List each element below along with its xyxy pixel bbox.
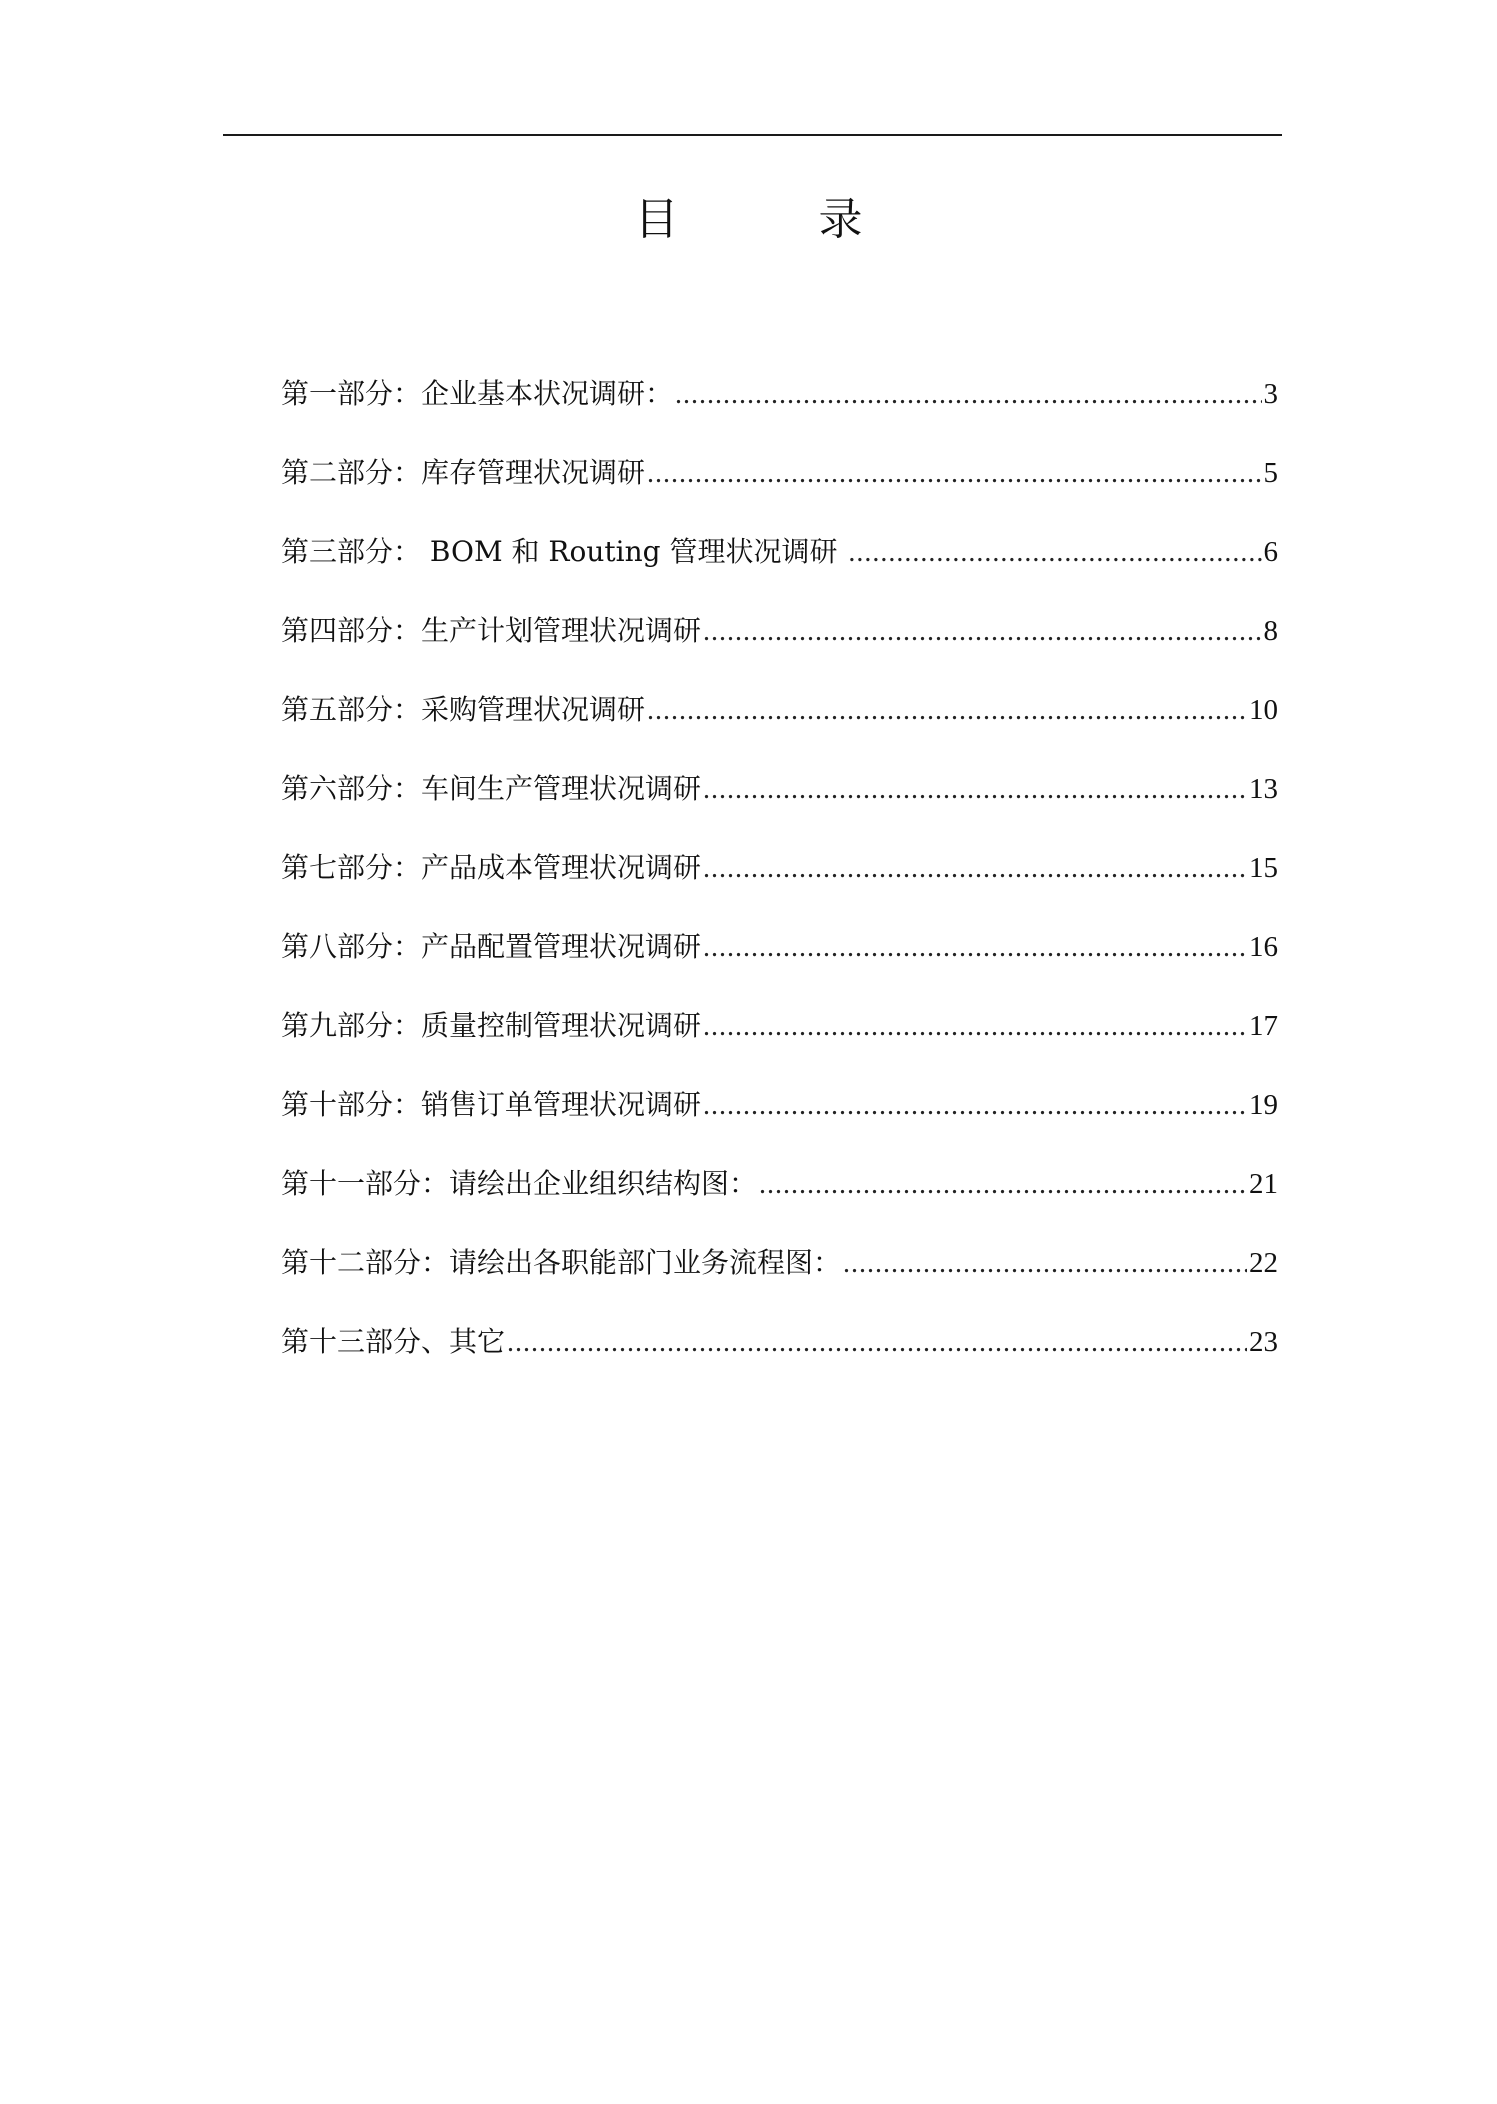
toc-entry-page: 19 bbox=[1249, 1089, 1278, 1121]
toc-entry-page: 16 bbox=[1249, 931, 1278, 963]
toc-entry-label: 第二部分：库存管理状况调研 bbox=[281, 456, 646, 489]
toc-entry[interactable] bbox=[281, 848, 1278, 927]
toc-entry[interactable] bbox=[281, 690, 1278, 769]
toc-entry-label: 第四部分：生产计划管理状况调研 bbox=[281, 614, 702, 647]
toc-title-char-2: 录 bbox=[818, 194, 863, 245]
toc-leader-dots bbox=[647, 454, 1261, 494]
toc-entry-label: 第十二部分：请绘出各职能部门业务流程图： bbox=[281, 1246, 842, 1279]
toc-entry[interactable] bbox=[281, 927, 1278, 1006]
toc-leader-dots bbox=[843, 1244, 1247, 1284]
toc-leader-dots bbox=[703, 849, 1247, 889]
toc-entry-page: 10 bbox=[1249, 694, 1278, 726]
toc-leader-dots bbox=[507, 1323, 1247, 1363]
toc-leader-dots bbox=[675, 375, 1261, 415]
toc-entry[interactable] bbox=[281, 611, 1278, 690]
toc-entry-page: 5 bbox=[1263, 457, 1278, 489]
toc-entry-label: 第八部分：产品配置管理状况调研 bbox=[281, 930, 702, 963]
toc-entry-page: 8 bbox=[1263, 615, 1278, 647]
toc-entry-page: 23 bbox=[1249, 1326, 1278, 1358]
header-rule bbox=[223, 134, 1282, 136]
toc-entry-label: 第十部分：销售订单管理状况调研 bbox=[281, 1088, 702, 1121]
toc-leader-dots bbox=[848, 533, 1261, 573]
toc-entry[interactable] bbox=[281, 1085, 1278, 1164]
toc-entry-label: 第一部分：企业基本状况调研： bbox=[281, 377, 674, 410]
toc-leader-dots bbox=[759, 1165, 1247, 1205]
toc-title-char-1: 目 bbox=[634, 194, 679, 245]
toc-entry-label: 第六部分：车间生产管理状况调研 bbox=[281, 772, 702, 805]
toc-leader-dots bbox=[647, 691, 1247, 731]
toc-entry-label: 第七部分：产品成本管理状况调研 bbox=[281, 851, 702, 884]
toc-entry[interactable] bbox=[281, 1243, 1278, 1322]
toc-entry[interactable] bbox=[281, 532, 1278, 611]
toc-entry-page: 22 bbox=[1249, 1247, 1278, 1279]
toc-entry-label: 第三部分： BOM 和 Routing 管理状况调研 bbox=[281, 535, 847, 568]
toc-leader-dots bbox=[703, 928, 1247, 968]
toc-list bbox=[281, 374, 1278, 1401]
toc-entry-page: 13 bbox=[1249, 773, 1278, 805]
toc-entry-label: 第十一部分：请绘出企业组织结构图： bbox=[281, 1167, 758, 1200]
toc-leader-dots bbox=[703, 1086, 1247, 1126]
toc-entry[interactable] bbox=[281, 1164, 1278, 1243]
toc-entry-label: 第九部分：质量控制管理状况调研 bbox=[281, 1009, 702, 1042]
toc-entry[interactable] bbox=[281, 769, 1278, 848]
toc-entry[interactable] bbox=[281, 374, 1278, 453]
toc-entry-page: 15 bbox=[1249, 852, 1278, 884]
toc-entry-page: 6 bbox=[1263, 536, 1278, 568]
toc-entry-page: 3 bbox=[1263, 378, 1278, 410]
toc-leader-dots bbox=[703, 1007, 1247, 1047]
toc-title bbox=[0, 192, 1497, 248]
toc-entry-label: 第五部分：采购管理状况调研 bbox=[281, 693, 646, 726]
toc-leader-dots bbox=[703, 612, 1261, 652]
toc-entry-page: 17 bbox=[1249, 1010, 1278, 1042]
toc-entry-page: 21 bbox=[1249, 1168, 1278, 1200]
toc-entry[interactable] bbox=[281, 453, 1278, 532]
toc-leader-dots bbox=[703, 770, 1247, 810]
toc-entry-label: 第十三部分、其它 bbox=[281, 1325, 506, 1358]
toc-entry[interactable] bbox=[281, 1322, 1278, 1401]
toc-entry[interactable] bbox=[281, 1006, 1278, 1085]
